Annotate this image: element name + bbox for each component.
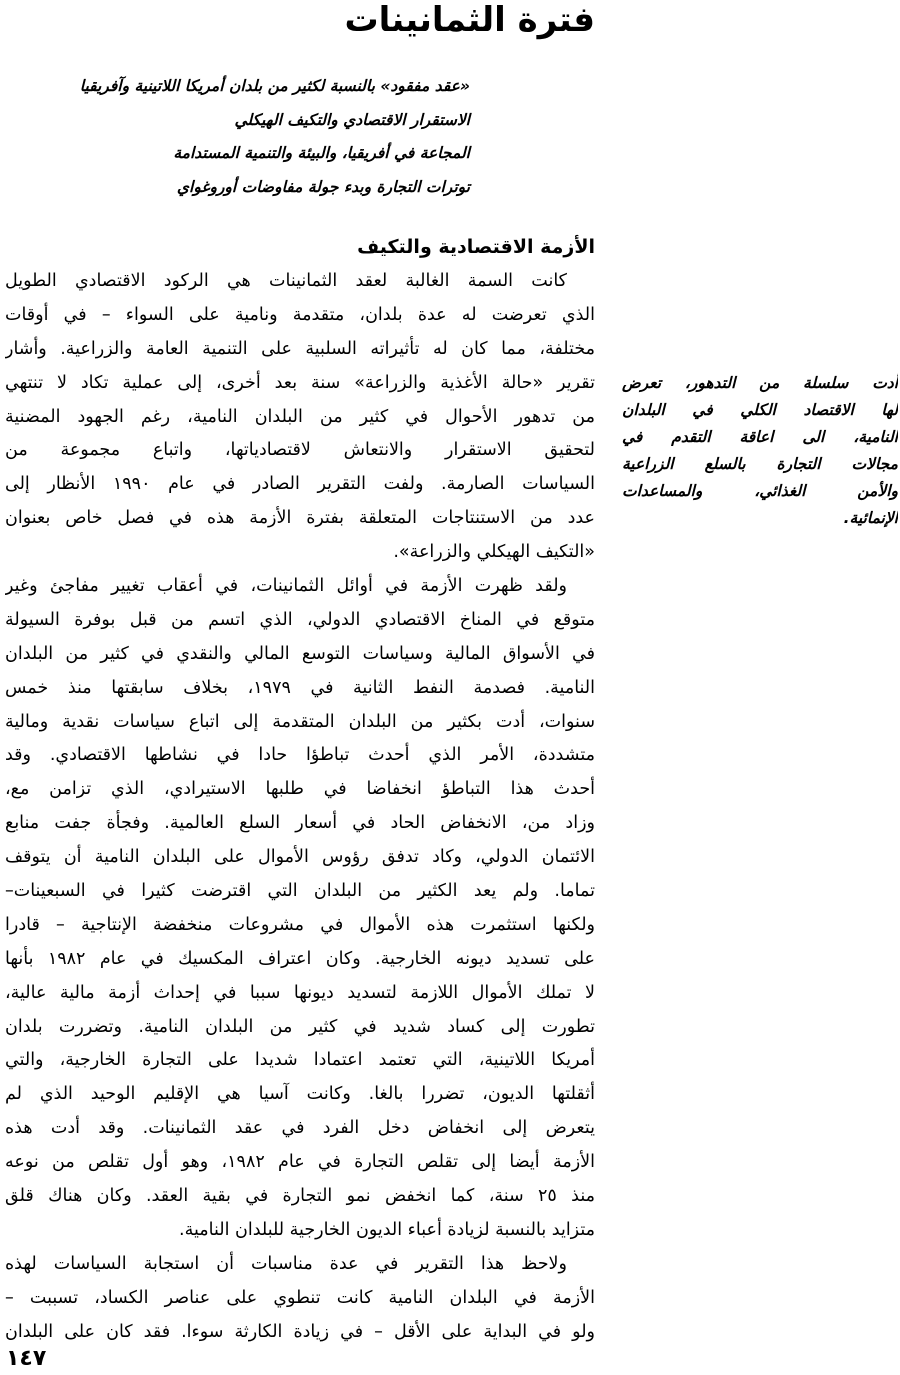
- text-line: متزايد بالنسبة لزيادة أعباء الديون الخارجية للبلدان النامية.: [179, 1219, 595, 1240]
- page-title: فترة الثمانينات: [344, 0, 595, 40]
- text-line: وزاد من، الانخفاض الحاد في أسعار السلع العالمية. وفجأة جفت منابع: [5, 813, 595, 834]
- text-line: ولقد ظهرت الأزمة في أوائل الثمانينات، في أعقاب تغيير مفاجئ وغير: [5, 576, 567, 597]
- paragraph: [5, 570, 595, 1248]
- chapter-topics: [0, 70, 470, 204]
- text-line: «التكيف الهيكلي والزراعة».: [393, 542, 595, 563]
- text-line: على تسديد ديونه الخارجية. وكان اعتراف المكسيك في عام ١٩٨٢ بأنها: [5, 948, 595, 969]
- pull-quote-line: لها الاقتصاد الكلي في البلدان: [622, 401, 898, 419]
- text-line: الأزمة أيضا إلى تقلص التجارة في عام ١٩٨٢، وهو أول تقلص من نوعه: [5, 1152, 595, 1173]
- text-line: ولاحظ هذا التقرير في عدة مناسبات أن استجابة السياسات لهذه: [5, 1253, 567, 1274]
- text-line: مختلفة، مما كان له تأثيراته السلبية على التنمية العامة والزراعية. وأشار: [5, 338, 595, 359]
- paragraph: [5, 265, 595, 570]
- pull-quote-line: النامية، الى اعاقة التقدم في: [622, 428, 898, 446]
- text-line: أحدث هذا التباطؤ انخفاضا في طلبها الاستيرادي، الذي تزامن مع،: [5, 779, 595, 800]
- text-line: متشددة، الأمر الذي أحدث تباطؤا حادا في نشاطها الاقتصادي. وقد: [5, 745, 595, 766]
- text-line: منذ ٢٥ سنة، كما انخفض نمو التجارة في بقية العقد. وكان هناك قلق: [5, 1186, 595, 1207]
- text-line: عدد من الاستنتاجات المتعلقة بفترة الأزمة هذه في فصل خاص بعنوان: [5, 508, 595, 529]
- text-line: النامية. فصدمة النفط الثانية في ١٩٧٩، بخلاف سابقتها منذ خمس: [5, 677, 595, 698]
- paragraph: [5, 1248, 595, 1350]
- text-line: الذي تعرضت له عدة بلدان، متقدمة ونامية على السواء – في أوقات: [5, 304, 595, 325]
- text-line: متوقع في المناخ الاقتصادي الدولي، الذي اتسم من قبل بوفرة السيولة: [5, 609, 595, 630]
- topic-line: المجاعة في أفريقيا، والبيئة والتنمية المستدامة: [173, 144, 470, 162]
- text-line: لا تملك الأموال اللازمة لتسديد ديونها سببا في إحداث أزمة مالية عالية،: [5, 982, 595, 1003]
- text-line: أمريكا اللاتينية، التي تعتمد اعتمادا شديدا على التجارة الخارجية، والتي: [5, 1050, 595, 1071]
- text-line: كانت السمة الغالبة لعقد الثمانينات هي الركود الاقتصادي الطويل: [5, 271, 567, 291]
- page-number: ١٤٧: [6, 1346, 47, 1371]
- text-line: تماما. ولم يعد الكثير من البلدان التي اقترضت كثيرا في السبعينات–: [5, 881, 595, 902]
- text-line: ولو في البداية على الأقل – في زيادة الكارثة سوءا. فقد كان على البلدان: [5, 1321, 595, 1342]
- text-line: في الأسواق المالية وسياسات التوسع المالي والنقدي في كثير من البلدان: [5, 643, 595, 664]
- topic-line: توترات التجارة وبدء جولة مفاوضات أوروغواي: [176, 177, 470, 196]
- text-line: تقرير «حالة الأغذية والزراعة» سنة بعد أخرى، إلى عملية تكاد لا تنتهي: [5, 372, 595, 393]
- pull-quote-line: مجالات التجارة بالسلع الزراعية: [622, 455, 898, 473]
- text-line: يتعرض إلى انخفاض دخل الفرد في عقد الثمانينات. وقد أدت هذه: [5, 1118, 595, 1139]
- text-line: أثقلتها الديون، تضررا بالغا. وكانت آسيا هي الإقليم الوحيد الذي لم: [5, 1084, 595, 1105]
- pull-quote: [622, 370, 898, 532]
- text-line: من تدهور الأحوال في كثير من البلدان النامية، رغم الجهود المضنية: [5, 406, 595, 427]
- topic-line: الاستقرار الاقتصادي والتكيف الهيكلي: [234, 110, 470, 129]
- topic-line: «عقد مفقود» بالنسبة لكثير من بلدان أمريكا اللاتينية وآفريقيا: [79, 77, 470, 95]
- pull-quote-line: والأمن الغذائي، والمساعدات: [622, 482, 898, 500]
- text-line: الائتمان الدولي، وكاد تدفق رؤوس الأموال على البلدان النامية أن يتوقف: [5, 847, 595, 868]
- text-line: الأزمة في البلدان النامية كانت تنطوي على عناصر الكساد، تسببت –: [5, 1287, 595, 1308]
- text-line: تطورت إلى كساد شديد في كثير من البلدان النامية. وتضررت بلدان: [5, 1016, 595, 1037]
- pull-quote-line: الإنمائية.: [843, 509, 898, 527]
- text-line: لتحقيق الاستقرار والانتعاش لاقتصادياتها، واتباع مجموعة من: [5, 440, 595, 461]
- text-line: سنوات، أدت بكثير من البلدان المتقدمة إلى اتباع سياسات نقدية ومالية: [5, 711, 595, 732]
- pull-quote-line: أدت سلسلة من التدهور، تعرض: [622, 374, 898, 392]
- body-text: [5, 265, 595, 1350]
- text-line: ولكنها استثمرت هذه الأموال في مشروعات منخفضة الإنتاجية – قادرا: [5, 914, 595, 935]
- section-heading: الأزمة الاقتصادية والتكيف: [357, 236, 595, 258]
- text-line: السياسات الصارمة. ولفت التقرير الصادر في عام ١٩٩٠ الأنظار إلى: [5, 474, 595, 495]
